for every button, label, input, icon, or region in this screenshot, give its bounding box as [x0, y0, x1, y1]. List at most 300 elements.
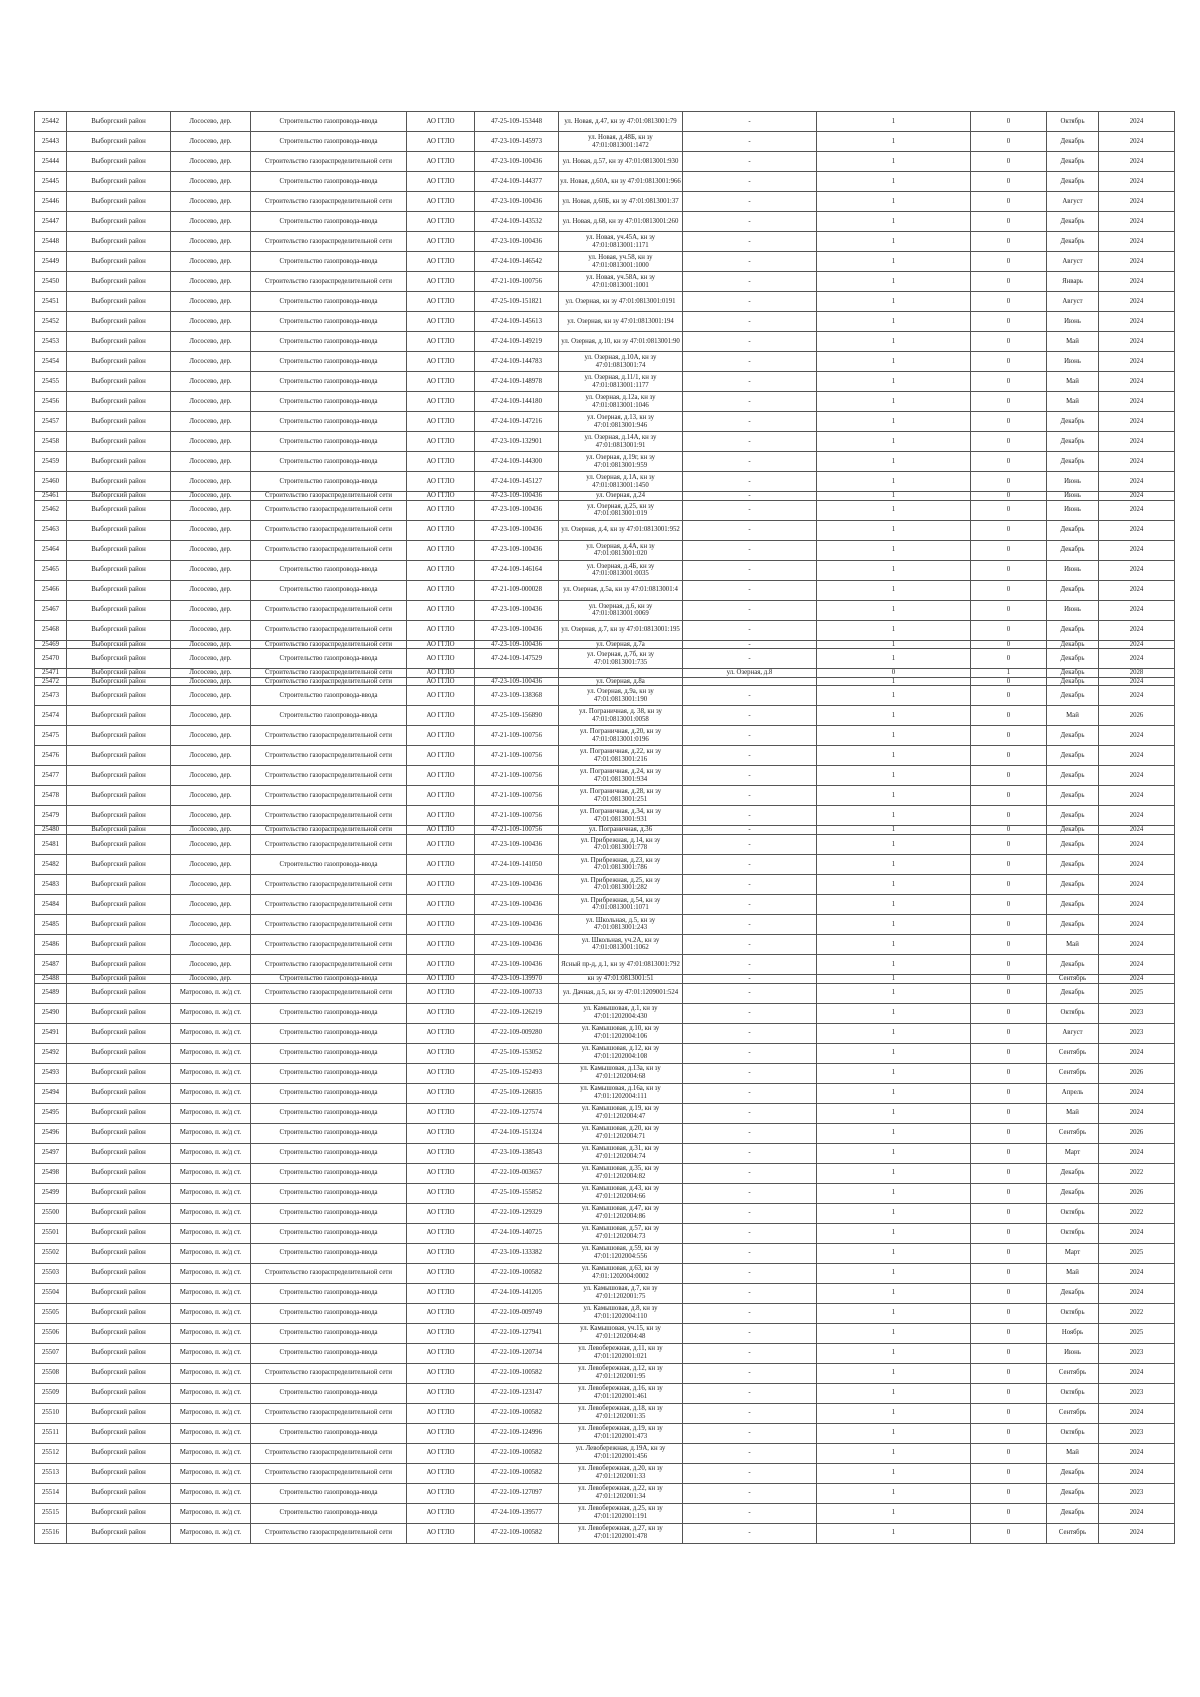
cell-work: Строительство газораспределительной сети: [251, 806, 407, 826]
cell-locality: Лососево, дер.: [171, 152, 251, 172]
cell-org: АО ГГЛО: [407, 834, 475, 854]
cell-code: 47-23-109-100436: [475, 232, 559, 252]
cell-num: 25470: [35, 649, 67, 669]
cell-address: ул. Озерная, д.12а, кн зу 47:01:0813001:1046: [559, 392, 683, 412]
cell-org: АО ГГЛО: [407, 1443, 475, 1463]
cell-num: 25504: [35, 1283, 67, 1303]
cell-org: АО ГГЛО: [407, 894, 475, 914]
cell-district: Выборгский район: [67, 520, 171, 540]
cell-work: Строительство газораспределительной сети: [251, 954, 407, 974]
cell-address: ул. Левобережная, д.20, кн зу 47:01:1202001:33: [559, 1463, 683, 1483]
cell-num: 25495: [35, 1103, 67, 1123]
cell-work: Строительство газораспределительной сети: [251, 983, 407, 1003]
cell-num: 25444: [35, 152, 67, 172]
cell-org: АО ГГЛО: [407, 1263, 475, 1283]
cell-org: АО ГГЛО: [407, 686, 475, 706]
cell-num: 25508: [35, 1363, 67, 1383]
cell-address: ул. Пограничная, д.20, кн зу 47:01:0813001:0196: [559, 726, 683, 746]
cell-code: 47-23-109-100436: [475, 640, 559, 649]
cell-code: 47-21-109-100756: [475, 766, 559, 786]
cell-num: 25476: [35, 746, 67, 766]
cell-locality: Лососево, дер.: [171, 312, 251, 332]
cell-locality: Лососево, дер.: [171, 580, 251, 600]
table-row: [35, 826, 1175, 835]
cell-code: 47-24-109-144377: [475, 172, 559, 192]
cell-org: АО ГГЛО: [407, 272, 475, 292]
cell-year: 2024: [1099, 580, 1175, 600]
cell-locality: Лососево, дер.: [171, 677, 251, 686]
table-row: [35, 914, 1175, 934]
cell-year: 2024: [1099, 1223, 1175, 1243]
cell-month: Декабрь: [1047, 1183, 1099, 1203]
cell-locality: Матросово, п. ж/д ст.: [171, 1203, 251, 1223]
cell-num: 25445: [35, 172, 67, 192]
cell-work: Строительство газопровода-ввода: [251, 292, 407, 312]
table-row: [35, 412, 1175, 432]
cell-district: Выборгский район: [67, 580, 171, 600]
cell-count_a: 1: [817, 412, 971, 432]
cell-month: Декабрь: [1047, 726, 1099, 746]
cell-count_b: 0: [971, 1083, 1047, 1103]
cell-num: 25496: [35, 1123, 67, 1143]
cell-year: 2024: [1099, 292, 1175, 312]
cell-code: 47-22-109-127097: [475, 1483, 559, 1503]
cell-extra_address: -: [683, 1003, 817, 1023]
cell-district: Выборгский район: [67, 152, 171, 172]
cell-work: Строительство газопровода-ввода: [251, 686, 407, 706]
cell-year: 2024: [1099, 352, 1175, 372]
cell-year: 2023: [1099, 1423, 1175, 1443]
cell-work: Строительство газопровода-ввода: [251, 1383, 407, 1403]
cell-locality: Лососево, дер.: [171, 686, 251, 706]
cell-district: Выборгский район: [67, 372, 171, 392]
cell-work: Строительство газопровода-ввода: [251, 312, 407, 332]
cell-count_b: 0: [971, 1343, 1047, 1363]
cell-extra_address: -: [683, 432, 817, 452]
table-row: [35, 1123, 1175, 1143]
table-row: [35, 954, 1175, 974]
cell-year: 2024: [1099, 640, 1175, 649]
cell-extra_address: -: [683, 600, 817, 620]
cell-district: Выборгский район: [67, 172, 171, 192]
cell-count_b: 0: [971, 292, 1047, 312]
cell-count_a: 1: [817, 1523, 971, 1543]
cell-address: ул. Камышовая, д.8, кн зу 47:01:1202004:110: [559, 1303, 683, 1323]
cell-num: 25471: [35, 669, 67, 678]
cell-count_b: 0: [971, 1323, 1047, 1343]
cell-locality: Лососево, дер.: [171, 540, 251, 560]
cell-year: 2023: [1099, 1003, 1175, 1023]
table-row: [35, 874, 1175, 894]
cell-year: 2024: [1099, 1523, 1175, 1543]
cell-month: Декабрь: [1047, 520, 1099, 540]
cell-locality: Лососево, дер.: [171, 412, 251, 432]
cell-locality: Лососево, дер.: [171, 786, 251, 806]
cell-address: ул. Прибрежная, д.54, кн зу 47:01:0813001:1071: [559, 894, 683, 914]
cell-count_b: 0: [971, 1243, 1047, 1263]
cell-district: Выборгский район: [67, 766, 171, 786]
cell-district: Выборгский район: [67, 292, 171, 312]
cell-district: Выборгский район: [67, 1503, 171, 1523]
cell-count_b: 0: [971, 372, 1047, 392]
cell-org: АО ГГЛО: [407, 540, 475, 560]
cell-district: Выборгский район: [67, 1223, 171, 1243]
cell-extra_address: [683, 677, 817, 686]
cell-count_b: 0: [971, 600, 1047, 620]
cell-count_b: 0: [971, 252, 1047, 272]
cell-district: Выборгский район: [67, 500, 171, 520]
cell-org: АО ГГЛО: [407, 1143, 475, 1163]
table-row: [35, 1203, 1175, 1223]
cell-org: АО ГГЛО: [407, 520, 475, 540]
cell-extra_address: -: [683, 292, 817, 312]
cell-locality: Матросово, п. ж/д ст.: [171, 1423, 251, 1443]
cell-month: Август: [1047, 252, 1099, 272]
cell-num: 25466: [35, 580, 67, 600]
cell-count_b: 0: [971, 954, 1047, 974]
cell-code: [475, 669, 559, 678]
cell-num: 25459: [35, 452, 67, 472]
cell-year: 2024: [1099, 806, 1175, 826]
cell-extra_address: -: [683, 806, 817, 826]
table-row: [35, 1463, 1175, 1483]
cell-extra_address: -: [683, 580, 817, 600]
cell-month: Декабрь: [1047, 540, 1099, 560]
cell-count_b: 0: [971, 1443, 1047, 1463]
cell-work: Строительство газораспределительной сети: [251, 640, 407, 649]
cell-address: ул. Озерная, д.7, кн зу 47:01:0813001:195: [559, 620, 683, 640]
cell-num: 25493: [35, 1063, 67, 1083]
cell-work: Строительство газопровода-ввода: [251, 332, 407, 352]
cell-month: Декабрь: [1047, 432, 1099, 452]
cell-locality: Лососево, дер.: [171, 914, 251, 934]
cell-work: Строительство газопровода-ввода: [251, 392, 407, 412]
cell-num: 25484: [35, 894, 67, 914]
table-row: [35, 580, 1175, 600]
cell-month: Июнь: [1047, 472, 1099, 492]
cell-count_b: 0: [971, 540, 1047, 560]
cell-count_b: 0: [971, 677, 1047, 686]
cell-work: Строительство газопровода-ввода: [251, 974, 407, 983]
cell-code: 47-22-109-009280: [475, 1023, 559, 1043]
cell-locality: Матросово, п. ж/д ст.: [171, 1183, 251, 1203]
cell-num: 25468: [35, 620, 67, 640]
cell-locality: Матросово, п. ж/д ст.: [171, 983, 251, 1003]
cell-locality: Лососево, дер.: [171, 726, 251, 746]
cell-num: 25461: [35, 492, 67, 501]
cell-year: 2024: [1099, 192, 1175, 212]
cell-count_b: 0: [971, 580, 1047, 600]
cell-address: ул. Озерная, д.10, кн зу 47:01:0813001:90: [559, 332, 683, 352]
table-row: [35, 392, 1175, 412]
cell-work: Строительство газораспределительной сети: [251, 600, 407, 620]
cell-num: 25501: [35, 1223, 67, 1243]
cell-year: 2024: [1099, 392, 1175, 412]
cell-month: Декабрь: [1047, 212, 1099, 232]
cell-work: Строительство газопровода-ввода: [251, 1323, 407, 1343]
cell-code: 47-24-109-151324: [475, 1123, 559, 1143]
cell-extra_address: -: [683, 934, 817, 954]
cell-address: ул. Озерная, д.24: [559, 492, 683, 501]
cell-num: 25509: [35, 1383, 67, 1403]
table-row: [35, 372, 1175, 392]
cell-address: ул. Озерная, д.19г, кн зу 47:01:0813001:959: [559, 452, 683, 472]
cell-work: Строительство газопровода-ввода: [251, 1423, 407, 1443]
cell-district: Выборгский район: [67, 1203, 171, 1223]
cell-year: 2024: [1099, 1363, 1175, 1383]
cell-year: 2024: [1099, 1043, 1175, 1063]
cell-locality: Лососево, дер.: [171, 352, 251, 372]
cell-month: Октябрь: [1047, 1003, 1099, 1023]
cell-count_b: 0: [971, 1263, 1047, 1283]
cell-count_b: 0: [971, 934, 1047, 954]
cell-work: Строительство газопровода-ввода: [251, 172, 407, 192]
cell-year: 2024: [1099, 934, 1175, 954]
cell-work: Строительство газораспределительной сети: [251, 786, 407, 806]
cell-year: 2024: [1099, 432, 1175, 452]
cell-org: АО ГГЛО: [407, 914, 475, 934]
cell-count_a: 1: [817, 192, 971, 212]
cell-year: 2024: [1099, 500, 1175, 520]
cell-count_b: 0: [971, 640, 1047, 649]
table-row: [35, 1443, 1175, 1463]
cell-count_a: 1: [817, 1443, 971, 1463]
cell-work: Строительство газораспределительной сети: [251, 766, 407, 786]
cell-district: Выборгский район: [67, 252, 171, 272]
cell-num: 25494: [35, 1083, 67, 1103]
cell-locality: Матросово, п. ж/д ст.: [171, 1263, 251, 1283]
cell-year: 2024: [1099, 212, 1175, 232]
cell-count_a: 1: [817, 874, 971, 894]
cell-count_b: 0: [971, 1383, 1047, 1403]
cell-work: Строительство газопровода-ввода: [251, 1103, 407, 1123]
cell-address: ул. Новая, д.68, кн зу 47:01:0813001:260: [559, 212, 683, 232]
cell-district: Выборгский район: [67, 1123, 171, 1143]
cell-extra_address: -: [683, 1363, 817, 1383]
table-row: [35, 1523, 1175, 1543]
cell-num: 25447: [35, 212, 67, 232]
cell-count_a: 1: [817, 934, 971, 954]
cell-code: 47-25-109-126835: [475, 1083, 559, 1103]
cell-count_a: 1: [817, 954, 971, 974]
cell-code: 47-24-109-144180: [475, 392, 559, 412]
cell-code: 47-25-109-152493: [475, 1063, 559, 1083]
cell-month: Декабрь: [1047, 640, 1099, 649]
cell-code: 47-23-109-132901: [475, 432, 559, 452]
cell-count_b: 0: [971, 786, 1047, 806]
cell-extra_address: -: [683, 649, 817, 669]
cell-month: Декабрь: [1047, 786, 1099, 806]
cell-year: 2024: [1099, 560, 1175, 580]
table-row: [35, 252, 1175, 272]
cell-year: 2024: [1099, 686, 1175, 706]
cell-count_a: 1: [817, 1183, 971, 1203]
cell-work: Строительство газопровода-ввода: [251, 1223, 407, 1243]
cell-month: Январь: [1047, 272, 1099, 292]
cell-org: АО ГГЛО: [407, 640, 475, 649]
cell-work: Строительство газопровода-ввода: [251, 432, 407, 452]
cell-extra_address: -: [683, 1243, 817, 1263]
cell-count_b: 0: [971, 352, 1047, 372]
cell-month: Декабрь: [1047, 669, 1099, 678]
cell-district: Выборгский район: [67, 600, 171, 620]
cell-work: Строительство газопровода-ввода: [251, 252, 407, 272]
table-row: [35, 472, 1175, 492]
cell-count_b: 0: [971, 1023, 1047, 1043]
cell-code: 47-21-109-100756: [475, 746, 559, 766]
cell-count_a: 1: [817, 492, 971, 501]
cell-count_b: 0: [971, 560, 1047, 580]
cell-extra_address: -: [683, 1163, 817, 1183]
cell-code: 47-23-109-100436: [475, 540, 559, 560]
cell-count_a: 1: [817, 600, 971, 620]
cell-extra_address: -: [683, 1443, 817, 1463]
cell-year: 2024: [1099, 826, 1175, 835]
cell-locality: Матросово, п. ж/д ст.: [171, 1163, 251, 1183]
cell-district: Выборгский район: [67, 272, 171, 292]
cell-work: Строительство газораспределительной сети: [251, 669, 407, 678]
cell-num: 25502: [35, 1243, 67, 1263]
cell-year: 2024: [1099, 1443, 1175, 1463]
cell-count_b: 0: [971, 1043, 1047, 1063]
cell-org: АО ГГЛО: [407, 1503, 475, 1523]
cell-count_a: 1: [817, 452, 971, 472]
cell-num: 25479: [35, 806, 67, 826]
table-row: [35, 686, 1175, 706]
cell-month: Декабрь: [1047, 874, 1099, 894]
cell-locality: Матросово, п. ж/д ст.: [171, 1483, 251, 1503]
cell-district: Выборгский район: [67, 874, 171, 894]
cell-address: ул. Пограничная, д.22, кн зу 47:01:0813001:216: [559, 746, 683, 766]
table-row: [35, 1003, 1175, 1023]
cell-address: ул. Дачная, д.5, кн зу 47:01:1209001:524: [559, 983, 683, 1003]
table-row: [35, 786, 1175, 806]
cell-org: АО ГГЛО: [407, 1103, 475, 1123]
table-row: [35, 492, 1175, 501]
cell-month: Декабрь: [1047, 1463, 1099, 1483]
cell-extra_address: -: [683, 1223, 817, 1243]
cell-locality: Матросово, п. ж/д ст.: [171, 1123, 251, 1143]
cell-address: ул. Новая, уч.45А, кн зу 47:01:0813001:1171: [559, 232, 683, 252]
cell-count_a: 1: [817, 1083, 971, 1103]
cell-count_b: 0: [971, 192, 1047, 212]
cell-count_a: 1: [817, 152, 971, 172]
cell-work: Строительство газопровода-ввода: [251, 1203, 407, 1223]
table-row: [35, 520, 1175, 540]
cell-count_a: 1: [817, 1223, 971, 1243]
cell-work: Строительство газораспределительной сети: [251, 677, 407, 686]
cell-count_a: 1: [817, 432, 971, 452]
cell-count_a: 1: [817, 292, 971, 312]
cell-org: АО ГГЛО: [407, 620, 475, 640]
cell-num: 25460: [35, 472, 67, 492]
table-row: [35, 983, 1175, 1003]
cell-num: 25453: [35, 332, 67, 352]
cell-org: АО ГГЛО: [407, 974, 475, 983]
cell-locality: Лососево, дер.: [171, 974, 251, 983]
cell-code: 47-22-109-100582: [475, 1363, 559, 1383]
cell-month: Сентябрь: [1047, 1403, 1099, 1423]
table-row: [35, 1143, 1175, 1163]
cell-district: Выборгский район: [67, 212, 171, 232]
cell-code: 47-25-109-153052: [475, 1043, 559, 1063]
cell-code: 47-22-109-124996: [475, 1423, 559, 1443]
cell-code: 47-24-109-147216: [475, 412, 559, 432]
cell-district: Выборгский район: [67, 112, 171, 132]
cell-month: Декабрь: [1047, 914, 1099, 934]
cell-locality: Матросово, п. ж/д ст.: [171, 1303, 251, 1323]
table-row: [35, 152, 1175, 172]
cell-code: 47-23-109-145973: [475, 132, 559, 152]
cell-address: ул. Камышовая, д.43, кн зу 47:01:1202004:66: [559, 1183, 683, 1203]
cell-code: 47-22-109-100582: [475, 1443, 559, 1463]
cell-code: 47-21-109-100756: [475, 786, 559, 806]
cell-extra_address: -: [683, 1463, 817, 1483]
table-row: [35, 1183, 1175, 1203]
cell-count_b: 0: [971, 826, 1047, 835]
cell-locality: Матросово, п. ж/д ст.: [171, 1403, 251, 1423]
cell-count_b: 0: [971, 726, 1047, 746]
cell-org: АО ГГЛО: [407, 112, 475, 132]
cell-month: Май: [1047, 1103, 1099, 1123]
cell-month: Ноябрь: [1047, 1323, 1099, 1343]
cell-year: 2024: [1099, 1143, 1175, 1163]
cell-num: 25480: [35, 826, 67, 835]
cell-num: 25497: [35, 1143, 67, 1163]
table-row: [35, 292, 1175, 312]
cell-address: ул. Левобережная, д.18, кн зу 47:01:1202001:35: [559, 1403, 683, 1423]
cell-work: Строительство газопровода-ввода: [251, 112, 407, 132]
cell-district: Выборгский район: [67, 677, 171, 686]
cell-code: 47-23-109-100436: [475, 500, 559, 520]
cell-code: 47-22-109-129329: [475, 1203, 559, 1223]
cell-year: 2024: [1099, 272, 1175, 292]
cell-locality: Лососево, дер.: [171, 640, 251, 649]
cell-count_a: 1: [817, 332, 971, 352]
cell-num: 25486: [35, 934, 67, 954]
cell-code: 47-24-109-146542: [475, 252, 559, 272]
cell-num: 25500: [35, 1203, 67, 1223]
cell-num: 25477: [35, 766, 67, 786]
cell-locality: Лососево, дер.: [171, 292, 251, 312]
cell-code: 47-21-109-000028: [475, 580, 559, 600]
cell-org: АО ГГЛО: [407, 669, 475, 678]
cell-code: 47-22-109-127574: [475, 1103, 559, 1123]
cell-address: ул. Новая, д.60А, кн зу 47:01:0813001:966: [559, 172, 683, 192]
cell-code: 47-22-109-127941: [475, 1323, 559, 1343]
cell-count_b: 0: [971, 452, 1047, 472]
cell-extra_address: -: [683, 854, 817, 874]
cell-count_a: 1: [817, 914, 971, 934]
cell-num: 25481: [35, 834, 67, 854]
cell-num: 25498: [35, 1163, 67, 1183]
cell-address: ул. Озерная, кн зу 47:01:0813001:194: [559, 312, 683, 332]
cell-extra_address: -: [683, 192, 817, 212]
cell-num: 25507: [35, 1343, 67, 1363]
cell-code: 47-25-109-155852: [475, 1183, 559, 1203]
cell-district: Выборгский район: [67, 232, 171, 252]
cell-code: 47-22-109-100582: [475, 1463, 559, 1483]
table-row: [35, 560, 1175, 580]
cell-extra_address: -: [683, 1383, 817, 1403]
cell-month: Сентябрь: [1047, 1363, 1099, 1383]
cell-extra_address: -: [683, 520, 817, 540]
cell-count_a: 1: [817, 580, 971, 600]
cell-locality: Матросово, п. ж/д ст.: [171, 1363, 251, 1383]
cell-locality: Матросово, п. ж/д ст.: [171, 1143, 251, 1163]
cell-code: 47-23-109-133382: [475, 1243, 559, 1263]
cell-month: Май: [1047, 706, 1099, 726]
